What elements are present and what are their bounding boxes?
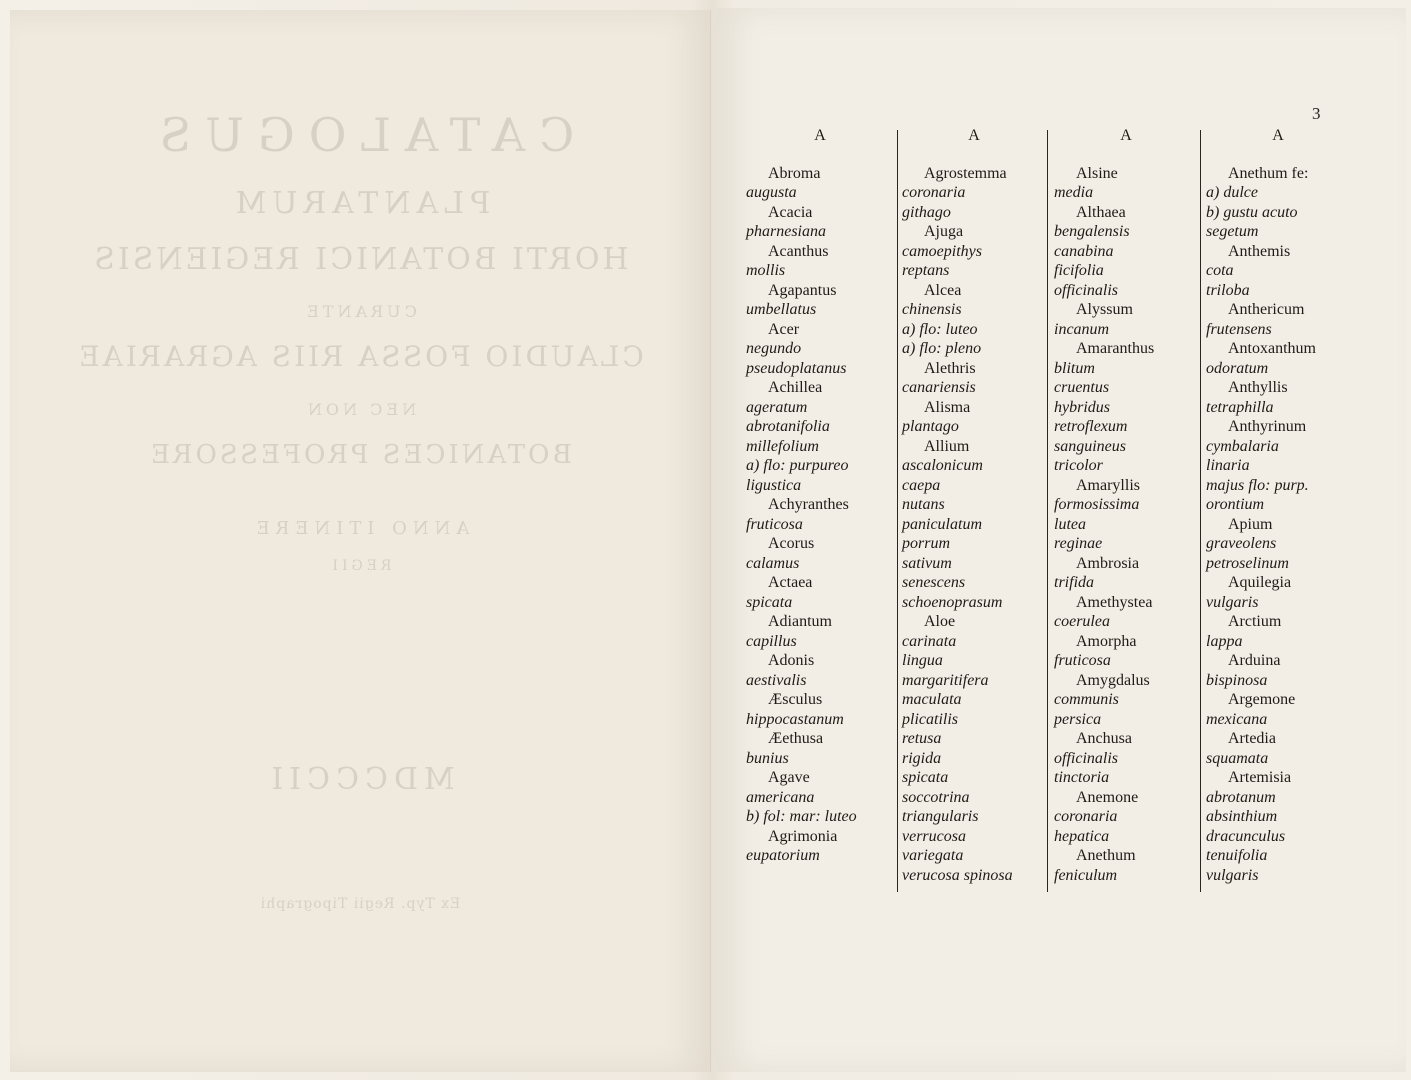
genus-name: Anethum fe: — [1228, 164, 1309, 182]
species-name: senescens — [902, 574, 966, 591]
column-heading: A — [968, 127, 980, 144]
species-name: verrucosa — [902, 827, 966, 845]
species-name: augusta — [746, 184, 797, 201]
genus-name: Adonis — [768, 652, 815, 669]
species-name: triloba — [1206, 281, 1250, 299]
column-heading: A — [1272, 127, 1284, 144]
species-name: a) flo: purpureo — [746, 457, 849, 474]
genus-name: Adiantum — [768, 613, 832, 630]
species-name: ageratum — [746, 398, 808, 416]
species-name: squamata — [1206, 749, 1269, 767]
species-name: communis — [1054, 691, 1119, 708]
species-name: cymbalaria — [1206, 437, 1279, 455]
bleedthrough-line: MDCCCII — [265, 762, 455, 797]
bleedthrough-line: CURANTE — [303, 302, 417, 321]
species-name: schoenoprasum — [902, 593, 1003, 611]
species-name: carinata — [902, 632, 957, 650]
genus-name: Alisma — [924, 398, 971, 416]
genus-name: Alcea — [924, 281, 962, 299]
species-name: cruentus — [1054, 379, 1110, 396]
species-name: tetraphilla — [1206, 398, 1274, 416]
species-name: orontium — [1206, 496, 1265, 513]
genus-name: Amorpha — [1076, 632, 1137, 650]
species-name: a) dulce — [1206, 184, 1258, 201]
species-name: officinalis — [1054, 749, 1118, 767]
genus-name: Argemone — [1228, 691, 1296, 708]
genus-name: Anthemis — [1228, 242, 1291, 260]
bleedthrough-line: CLAUDIO FOSSA RIIS AGRARIAE — [76, 340, 644, 373]
genus-name: Aloe — [924, 613, 956, 630]
species-name: porrum — [902, 535, 951, 552]
genus-name: Anthyrinum — [1228, 418, 1307, 435]
species-name: tinctoria — [1054, 769, 1110, 786]
species-name: absinthium — [1206, 808, 1278, 825]
genus-name: Arduina — [1228, 652, 1281, 669]
bleedthrough-line: PLANTARUM — [229, 186, 491, 221]
page-number: 3 — [1312, 104, 1321, 123]
species-name: hepatica — [1054, 827, 1110, 845]
genus-name: Achillea — [768, 379, 823, 396]
species-name: soccotrina — [902, 788, 970, 806]
species-name: pseudoplatanus — [746, 359, 847, 377]
species-name: verucosa spinosa — [902, 866, 1013, 884]
species-name: persica — [1054, 710, 1102, 728]
genus-name: Agave — [768, 769, 810, 786]
species-name: abrotanum — [1206, 788, 1276, 806]
species-name: eupatorium — [746, 847, 820, 864]
species-name: fruticosa — [1054, 652, 1111, 669]
species-name: vulgaris — [1206, 593, 1259, 611]
species-name: odoratum — [1206, 359, 1269, 377]
species-name: coerulea — [1054, 613, 1110, 630]
species-name: ascalonicum — [902, 457, 983, 474]
genus-name: Amygdalus — [1076, 671, 1150, 689]
species-name: canabina — [1054, 242, 1114, 260]
species-name: nutans — [902, 496, 945, 513]
species-name: camoepithys — [902, 242, 982, 260]
genus-name: Acer — [768, 320, 800, 338]
genus-name: Agrimonia — [768, 827, 838, 845]
genus-name: Agapantus — [768, 281, 837, 299]
species-name: chinensis — [902, 301, 962, 318]
species-name: frutensens — [1206, 320, 1272, 338]
species-name: reginae — [1054, 535, 1103, 552]
species-name: graveolens — [1206, 535, 1277, 552]
species-name: sanguineus — [1054, 437, 1126, 455]
genus-name: Acorus — [768, 535, 815, 552]
species-name: feniculum — [1054, 866, 1118, 884]
genus-name: Alyssum — [1076, 301, 1133, 318]
species-name: margaritifera — [902, 671, 989, 689]
species-name: mollis — [746, 262, 786, 279]
species-name: millefolium — [746, 437, 819, 455]
species-name: lappa — [1206, 632, 1243, 650]
species-name: a) flo: pleno — [902, 340, 982, 357]
column-heading: A — [814, 127, 826, 144]
genus-name: Allium — [924, 437, 970, 455]
species-name: tricolor — [1054, 457, 1103, 474]
genus-name: Acanthus — [768, 242, 829, 260]
column-divider — [1200, 130, 1201, 892]
genus-name: Amethystea — [1076, 593, 1153, 611]
bleedthrough-line: HORTI BOTANICI REGIENSIS — [91, 242, 629, 277]
column-heading: A — [1120, 127, 1132, 144]
bleedthrough-line: NEC NON — [303, 400, 417, 419]
species-name: sativum — [902, 554, 952, 572]
genus-name: Anemone — [1076, 788, 1139, 806]
genus-name: Alsine — [1076, 164, 1118, 182]
species-name: b) fol: mar: luteo — [746, 808, 857, 825]
genus-name: Antoxanthum — [1228, 340, 1316, 357]
genus-name: Achyranthes — [768, 496, 849, 513]
catalog-column-4 — [1206, 126, 1350, 885]
species-name: petroselinum — [1206, 554, 1289, 572]
species-name: americana — [746, 788, 815, 806]
species-name: linaria — [1206, 457, 1250, 474]
species-name: ligustica — [746, 476, 802, 494]
species-name: negundo — [746, 340, 802, 357]
genus-name: Apium — [1228, 515, 1273, 533]
species-name: coronaria — [1054, 808, 1118, 825]
genus-name: Actaea — [768, 574, 813, 591]
species-name: retusa — [902, 730, 942, 747]
species-name: ficifolia — [1054, 262, 1104, 279]
species-name: lutea — [1054, 515, 1086, 533]
species-name: b) gustu acuto — [1206, 203, 1298, 221]
species-name: spicata — [746, 593, 793, 611]
genus-name: Anethum — [1076, 847, 1136, 864]
species-name: plicatilis — [902, 710, 958, 728]
species-name: formosissima — [1054, 496, 1140, 513]
species-name: officinalis — [1054, 281, 1118, 299]
species-name: bispinosa — [1206, 671, 1268, 689]
bleedthrough-line: ANNO ITINERE — [250, 518, 470, 539]
species-name: vulgaris — [1206, 866, 1259, 884]
species-name: fruticosa — [746, 515, 803, 533]
bleedthrough-line: BOTANICES PROFESSORE — [148, 440, 573, 470]
genus-name: Æethusa — [768, 730, 824, 747]
genus-name: Ajuga — [924, 223, 964, 240]
species-name: reptans — [902, 262, 950, 279]
genus-name: Ambrosia — [1076, 554, 1140, 572]
species-name: aestivalis — [746, 671, 807, 689]
species-name: calamus — [746, 554, 800, 572]
species-name: segetum — [1206, 223, 1259, 240]
species-name: majus flo: purp. — [1206, 476, 1309, 494]
species-name: dracunculus — [1206, 827, 1286, 845]
genus-name: Abroma — [768, 164, 821, 182]
bleedthrough-line: REGII — [328, 558, 392, 574]
species-name: canariensis — [902, 379, 976, 396]
species-name: retroflexum — [1054, 418, 1128, 435]
genus-name: Aquilegia — [1228, 574, 1292, 591]
species-name: rigida — [902, 749, 942, 767]
genus-name: Amaranthus — [1076, 340, 1155, 357]
catalog-column-3 — [1054, 126, 1198, 885]
genus-name: Acacia — [768, 203, 813, 221]
genus-name: Anchusa — [1076, 730, 1132, 747]
genus-name: Amaryllis — [1076, 476, 1140, 494]
species-name: bunius — [746, 749, 789, 767]
genus-name: Alethris — [924, 359, 976, 377]
species-name: blitum — [1054, 359, 1095, 377]
species-name: abrotanifolia — [746, 418, 830, 435]
bleedthrough-line: Ex Typ. Regii Tipographi — [259, 896, 461, 912]
genus-name: Althaea — [1076, 203, 1126, 221]
column-divider — [1047, 130, 1048, 892]
species-name: coronaria — [902, 184, 966, 201]
species-name: incanum — [1054, 320, 1110, 338]
genus-name: Artemisia — [1228, 769, 1292, 786]
genus-name: Arctium — [1228, 613, 1282, 630]
species-name: mexicana — [1206, 710, 1268, 728]
bleedthrough-title: CATALOGUS — [145, 108, 575, 162]
species-name: trifida — [1054, 574, 1095, 591]
left-page-bleedthrough — [10, 10, 711, 1072]
species-name: maculata — [902, 691, 962, 708]
species-name: triangularis — [902, 808, 979, 825]
species-name: cota — [1206, 262, 1234, 279]
species-name: bengalensis — [1054, 223, 1130, 240]
genus-name: Anthericum — [1228, 301, 1305, 318]
species-name: media — [1054, 184, 1094, 201]
genus-name: Artedia — [1228, 730, 1276, 747]
species-name: capillus — [746, 632, 797, 650]
genus-name: Anthyllis — [1228, 379, 1288, 396]
species-name: variegata — [902, 847, 964, 864]
genus-name: Agrostemma — [924, 164, 1007, 182]
species-name: a) flo: luteo — [902, 320, 978, 338]
species-name: lingua — [902, 652, 943, 669]
catalog-column-1 — [746, 126, 894, 866]
species-name: plantago — [902, 418, 959, 435]
species-name: paniculatum — [902, 515, 982, 533]
genus-name: Æsculus — [768, 691, 823, 708]
species-name: tenuifolia — [1206, 847, 1268, 864]
species-name: pharnesiana — [746, 223, 826, 240]
species-name: hybridus — [1054, 398, 1110, 416]
species-name: githago — [902, 203, 951, 221]
species-name: umbellatus — [746, 301, 817, 318]
catalog-column-2 — [902, 126, 1046, 885]
species-name: caepa — [902, 476, 941, 494]
species-name: hippocastanum — [746, 710, 844, 728]
column-divider — [897, 130, 898, 892]
species-name: spicata — [902, 769, 949, 786]
